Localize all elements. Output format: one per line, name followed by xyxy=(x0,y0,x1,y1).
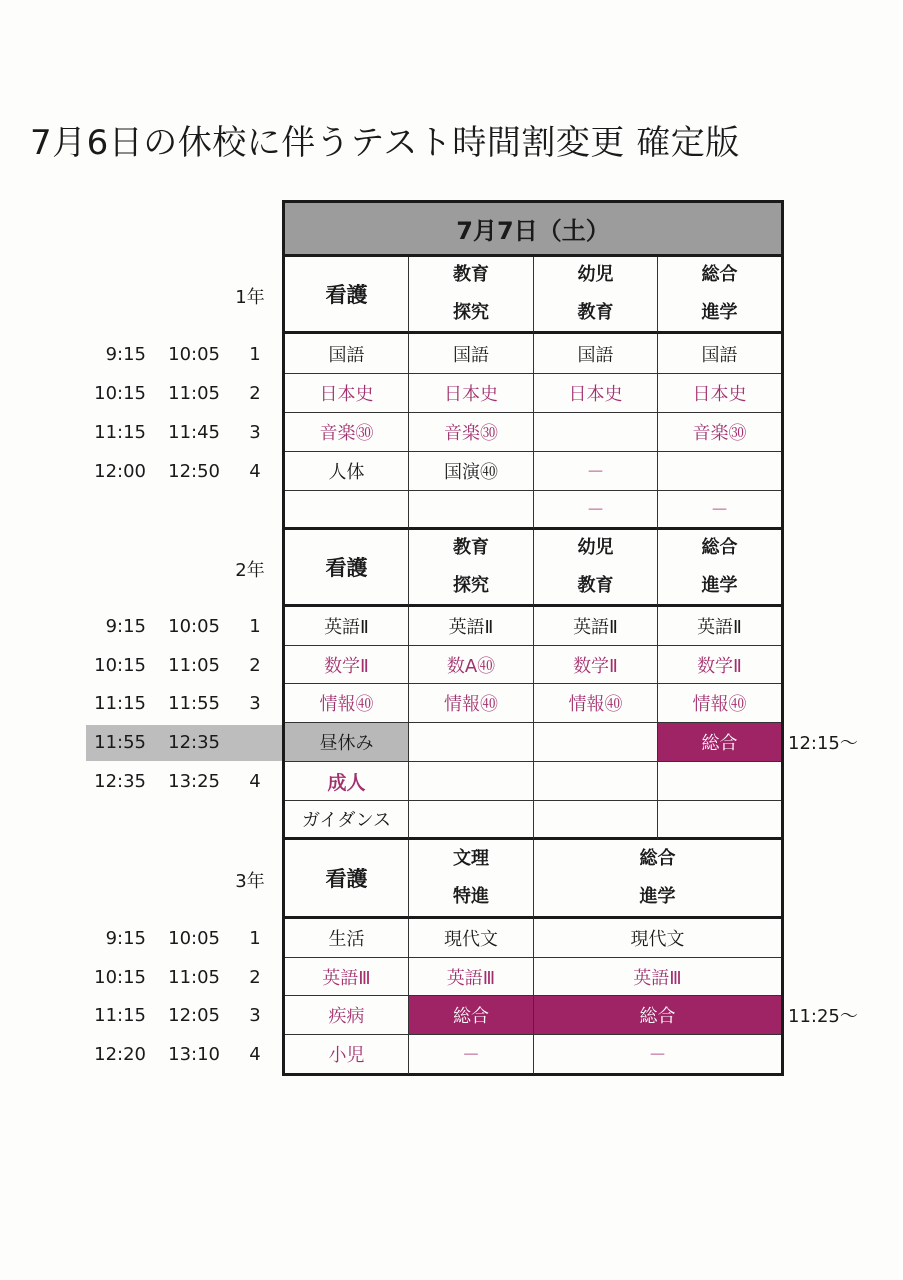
start-time: 10:15 xyxy=(94,966,146,988)
period-number: 3 xyxy=(249,422,261,443)
grade3-header-line: 総合 xyxy=(639,848,676,869)
end-time: 11:05 xyxy=(168,966,220,988)
grade2-cell xyxy=(534,723,658,762)
end-time: 13:25 xyxy=(168,771,220,792)
grade2-cell xyxy=(409,801,534,840)
grade2-header-line: 進学 xyxy=(701,575,738,596)
period-number: 2 xyxy=(249,654,261,676)
grade2-cell: 英語Ⅱ xyxy=(534,607,658,646)
start-time: 9:15 xyxy=(105,343,146,365)
grade3-cell: 疾病 xyxy=(285,996,409,1035)
period-number: 2 xyxy=(249,966,261,988)
grade2-cell xyxy=(409,762,534,801)
grade3-cell: 現代文 xyxy=(534,919,781,958)
grade1-header-line: 探究 xyxy=(453,302,489,323)
end-time: 10:05 xyxy=(168,616,220,637)
grade3-cell: 英語Ⅲ xyxy=(409,958,534,996)
grade1-cell xyxy=(534,413,658,452)
grade3-label: 3年 xyxy=(235,870,265,892)
grade2-cell: 成人 xyxy=(285,762,409,801)
grade3-cell: － xyxy=(409,1035,534,1074)
grade2-cell xyxy=(534,801,658,840)
end-time: 12:35 xyxy=(168,732,220,753)
grade1-cell: 日本史 xyxy=(409,374,534,413)
start-time: 12:00 xyxy=(94,461,146,482)
grade2-cell: 英語Ⅱ xyxy=(658,607,781,646)
grade1-header-line: 総合 xyxy=(701,264,738,285)
grade1-cell: 国語 xyxy=(409,334,534,374)
period-number: 2 xyxy=(249,383,261,404)
grade3-cell: 総合 xyxy=(409,996,534,1035)
grade3-cell: 総合 xyxy=(534,996,781,1035)
end-time: 12:50 xyxy=(168,461,220,482)
end-time: 11:05 xyxy=(168,654,220,676)
end-time: 11:55 xyxy=(168,693,220,714)
grade2-cell xyxy=(658,801,781,840)
grade1-cell: 人体 xyxy=(285,452,409,491)
grade2-cell: 数学Ⅱ xyxy=(534,646,658,684)
grade3-header-1 xyxy=(409,840,534,919)
grade1-cell: 日本史 xyxy=(285,374,409,413)
timetable xyxy=(282,200,784,1076)
grade1-cell: 音楽㉚ xyxy=(409,413,534,452)
grade3-header-line: 進学 xyxy=(639,886,676,907)
grade3-cell: 現代文 xyxy=(409,919,534,958)
period-number: 1 xyxy=(249,616,261,637)
grade1-header-line: 進学 xyxy=(701,302,738,323)
grade1-header-line: 幼児 xyxy=(577,264,614,285)
grade1-header-line: 教育 xyxy=(577,302,614,323)
grade3-cell: 英語Ⅲ xyxy=(534,958,781,996)
grade3-header-0: 看護 xyxy=(285,840,409,919)
grade2-cell: 昼休み xyxy=(285,723,409,762)
start-time: 11:15 xyxy=(94,693,146,714)
start-time-note: 12:15～ xyxy=(788,733,858,754)
date-header: 7月7日（土） xyxy=(285,203,781,257)
grade2-cell: ガイダンス xyxy=(285,801,409,840)
grade1-cell: 国語 xyxy=(285,334,409,374)
grade1-header-2 xyxy=(534,257,658,334)
end-time: 11:05 xyxy=(168,383,220,404)
grade1-cell xyxy=(658,452,781,491)
grade1-header-3 xyxy=(658,257,781,334)
grade1-label: 1年 xyxy=(235,286,265,308)
grade2-cell: 情報㊵ xyxy=(658,684,781,723)
period-number: 4 xyxy=(249,771,261,792)
period-number: 4 xyxy=(249,461,261,482)
grade2-header-line: 教育 xyxy=(453,537,489,558)
page-title: 7月6日の休校に伴うテスト時間割変更 確定版 xyxy=(30,123,740,163)
grade1-cell xyxy=(409,491,534,530)
start-time: 11:55 xyxy=(94,732,146,753)
grade2-cell: 数A㊵ xyxy=(409,646,534,684)
grade1-header-1 xyxy=(409,257,534,334)
grade3-cell: 英語Ⅲ xyxy=(285,958,409,996)
end-time: 12:05 xyxy=(168,1005,220,1026)
end-time: 11:45 xyxy=(168,422,220,443)
grade2-cell xyxy=(658,762,781,801)
start-time: 9:15 xyxy=(105,616,146,637)
grade2-cell: 英語Ⅱ xyxy=(285,607,409,646)
grade1-cell: 音楽㉚ xyxy=(658,413,781,452)
grade1-cell: 国語 xyxy=(534,334,658,374)
grade1-header-line: 教育 xyxy=(453,264,489,285)
start-time-note: 11:25～ xyxy=(788,1006,858,1027)
start-time: 12:35 xyxy=(94,771,146,792)
grade3-header-line: 特進 xyxy=(453,886,489,907)
grade1-cell: 日本史 xyxy=(658,374,781,413)
grade3-header-line: 文理 xyxy=(453,848,489,869)
grade2-cell: 情報㊵ xyxy=(409,684,534,723)
grade1-cell: － xyxy=(534,491,658,530)
grade3-cell: － xyxy=(648,1045,667,1067)
grade2-cell xyxy=(534,762,658,801)
period-number: 3 xyxy=(249,1005,261,1026)
grade2-header-1 xyxy=(409,530,534,607)
grade3-cell: 小児 xyxy=(285,1035,409,1074)
grade2-cell: 情報㊵ xyxy=(285,684,409,723)
period-number: 4 xyxy=(249,1043,261,1065)
end-time: 10:05 xyxy=(168,343,220,365)
grade3-header-2 xyxy=(534,840,781,919)
grade2-header-line: 探究 xyxy=(453,575,489,596)
grade1-cell: 音楽㉚ xyxy=(285,413,409,452)
grade2-header-line: 幼児 xyxy=(577,537,614,558)
grade2-header-0: 看護 xyxy=(285,530,409,607)
grade1-cell: 国演㊵ xyxy=(409,452,534,491)
grade1-header-0: 看護 xyxy=(285,257,409,334)
grade1-cell xyxy=(285,491,409,530)
grade1-cell: － xyxy=(534,452,658,491)
period-number: 1 xyxy=(249,343,261,365)
grade2-header-line: 教育 xyxy=(577,575,614,596)
start-time: 10:15 xyxy=(94,654,146,676)
period-number: 1 xyxy=(249,928,261,949)
period-number: 3 xyxy=(249,693,261,714)
grade2-cell: 英語Ⅱ xyxy=(409,607,534,646)
grade2-label: 2年 xyxy=(235,559,265,581)
grade2-header-2 xyxy=(534,530,658,607)
start-time: 11:15 xyxy=(94,1005,146,1026)
grade2-cell xyxy=(409,723,534,762)
start-time: 12:20 xyxy=(94,1043,146,1065)
end-time: 13:10 xyxy=(168,1043,220,1065)
grade2-cell: 数学Ⅱ xyxy=(285,646,409,684)
grade1-cell: 日本史 xyxy=(534,374,658,413)
grade3-cell: 生活 xyxy=(285,919,409,958)
grade2-cell: 総合 xyxy=(658,723,781,762)
grade2-cell: 情報㊵ xyxy=(534,684,658,723)
grade2-header-line: 総合 xyxy=(701,537,738,558)
grade2-cell: 数学Ⅱ xyxy=(658,646,781,684)
grade2-header-3 xyxy=(658,530,781,607)
start-time: 9:15 xyxy=(105,928,146,949)
grade1-cell: － xyxy=(658,491,781,530)
end-time: 10:05 xyxy=(168,928,220,949)
start-time: 11:15 xyxy=(94,422,146,443)
start-time: 10:15 xyxy=(94,383,146,404)
grade1-cell: 国語 xyxy=(658,334,781,374)
